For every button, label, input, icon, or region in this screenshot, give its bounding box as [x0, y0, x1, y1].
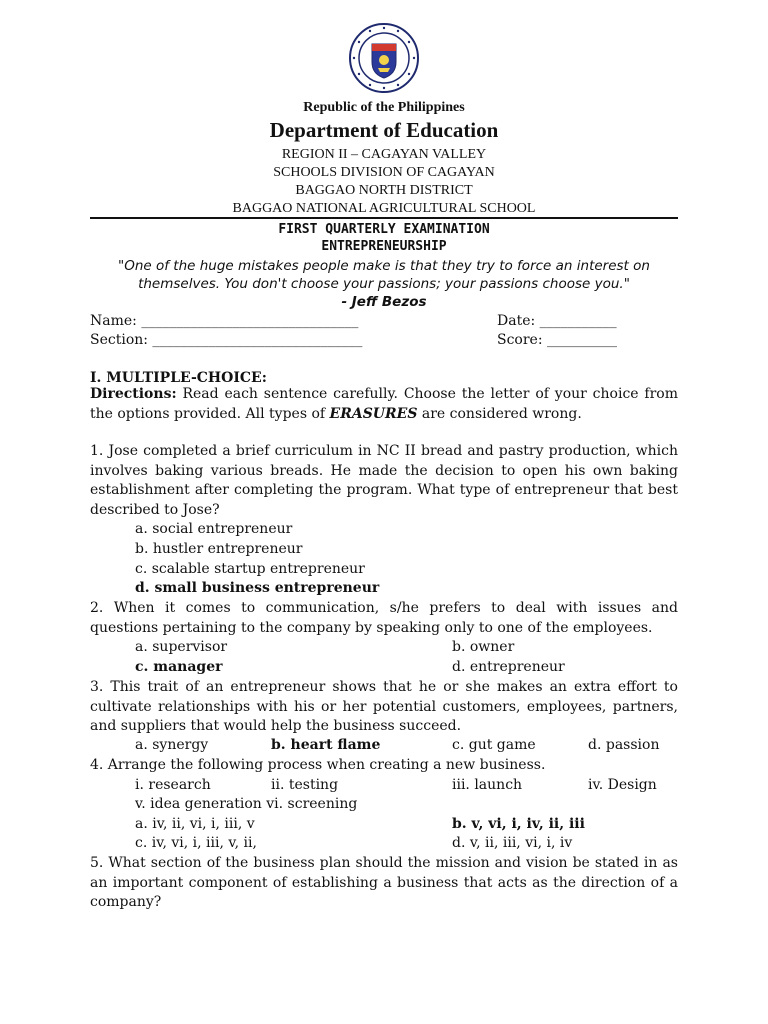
q3-option-d[interactable]: d. passion: [588, 737, 660, 753]
q3-option-a[interactable]: a. synergy: [135, 737, 209, 753]
erasures-emphasis: ERASURES: [329, 405, 418, 422]
question-1: 1. Jose completed a brief curriculum in NC II bread and pastry production, which involves baking various breads. He made the decision to open his own baking establishment after completing the program. What type of entrepreneur that best described to Jose?: [90, 443, 678, 518]
q3-option-b[interactable]: b. heart flame: [271, 737, 381, 753]
republic-heading: Republic of the Philippines: [303, 100, 465, 115]
q4-item-iii: iii. launch: [452, 777, 523, 793]
question-3: 3. This trait of an entrepreneur shows that he or she makes an extra effort to cultivate relationships with his or her potential customers, employees, partners, and suppliers that would help the business succeed.: [90, 679, 678, 735]
directions-tail: are considered wrong.: [417, 405, 582, 422]
q4-option-b[interactable]: b. v, vi, i, iv, ii, iii: [452, 816, 585, 832]
question-2: 2. When it comes to communication, s/he prefers to deal with issues and questions pertaining to the company by speaking only to one of the employees.: [90, 600, 678, 636]
q1-option-b[interactable]: b. hustler entrepreneur: [135, 541, 303, 557]
q3-option-c[interactable]: c. gut game: [452, 737, 536, 753]
q2-option-a[interactable]: a. supervisor: [135, 639, 228, 655]
date-field[interactable]: Date: ___________: [497, 313, 617, 329]
question-4: 4. Arrange the following process when creating a new business.: [90, 757, 546, 773]
q4-item-ii: ii. testing: [271, 777, 339, 793]
q4-item-v-vi: v. idea generation vi. screening: [135, 796, 358, 812]
q2-option-d[interactable]: d. entrepreneur: [452, 659, 565, 675]
q2-option-c[interactable]: c. manager: [135, 659, 223, 675]
q1-option-c[interactable]: c. scalable startup entrepreneur: [135, 561, 365, 577]
header-divider: [90, 217, 678, 219]
quote-line-2: themselves. You don't choose your passions; your passions choose you.": [138, 275, 630, 292]
question-5: 5. What section of the business plan should the mission and vision be stated in as an important component of establishing a business that acts as the direction of a company?: [90, 855, 678, 911]
region-line: REGION II – CAGAYAN VALLEY: [281, 147, 487, 162]
directions: [90, 385, 678, 424]
exam-title: FIRST QUARTERLY EXAMINATION: [278, 222, 490, 237]
q4-option-c[interactable]: c. iv, vi, i, iii, v, ii,: [135, 835, 257, 851]
q4-option-d[interactable]: d. v, ii, iii, vi, i, iv: [452, 835, 573, 851]
name-field[interactable]: Name: _______________________________: [90, 313, 359, 329]
exam-title-block: [90, 221, 678, 255]
school-line: BAGGAO NATIONAL AGRICULTURAL SCHOOL: [232, 201, 536, 216]
district-line: BAGGAO NORTH DISTRICT: [295, 183, 473, 198]
deped-seal-icon: [348, 22, 420, 94]
exam-subject: ENTREPRENEURSHIP: [321, 239, 447, 254]
directions-text: Read each sentence carefully. Choose the letter of your choice from the options provided. All types of: [90, 386, 678, 422]
quote-line-1: "One of the huge mistakes people make is that they try to force an interest on: [118, 258, 650, 274]
department-heading: Department of Education: [269, 118, 499, 142]
q4-item-i: i. research: [135, 777, 211, 793]
q1-option-d[interactable]: d. small business entrepreneur: [135, 580, 380, 596]
q2-option-b[interactable]: b. owner: [452, 639, 515, 655]
section-field[interactable]: Section: ______________________________: [90, 332, 363, 348]
division-line: SCHOOLS DIVISION OF CAGAYAN: [273, 165, 495, 180]
q4-item-iv: iv. Design: [588, 777, 657, 793]
score-field[interactable]: Score: __________: [497, 332, 618, 348]
quote-author: - Jeff Bezos: [341, 294, 427, 310]
quote-block: [90, 258, 678, 293]
directions-label: Directions:: [90, 386, 177, 402]
q4-option-a[interactable]: a. iv, ii, vi, i, iii, v: [135, 816, 255, 832]
q1-option-a[interactable]: a. social entrepreneur: [135, 521, 293, 537]
section-heading: I. MULTIPLE-CHOICE:: [90, 370, 267, 386]
